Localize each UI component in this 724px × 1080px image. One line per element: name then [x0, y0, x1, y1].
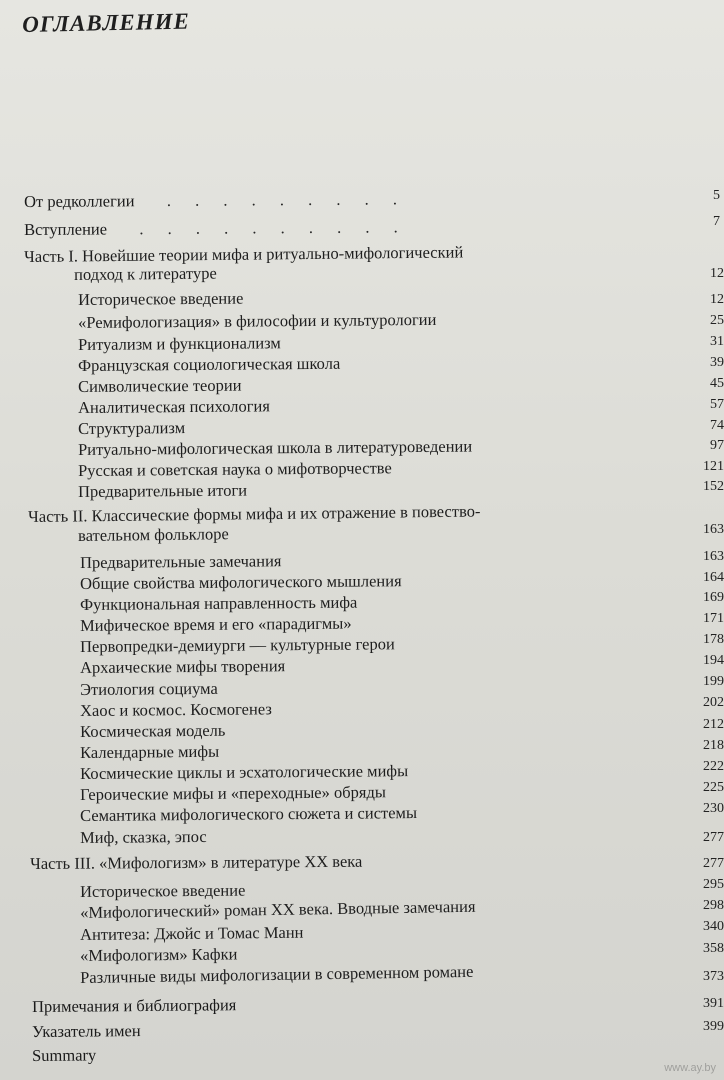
toc-entry: «Ремифологизация» в философии и культурологии — [78, 309, 437, 332]
toc-page-number: 225 — [703, 780, 724, 795]
part-title: Часть III. «Мифологизм» в литературе XX века — [30, 851, 363, 873]
toc-entry-back: Примечания и библиография — [32, 995, 237, 1016]
toc-page-number: 12 — [710, 292, 724, 307]
toc-entry-back: Указатель имен — [32, 1021, 141, 1041]
part-title: Часть II. Классические формы мифа и их отражение в повество- — [28, 501, 481, 526]
toc-page-number: 152 — [703, 479, 724, 494]
toc-entry: Различные виды мифологизации в современном романе — [80, 961, 474, 987]
toc-entry: Ритуально-мифологическая школа в литературоведении — [78, 436, 473, 459]
toc-page-number: 212 — [703, 717, 724, 732]
toc-page-number: 12 — [710, 266, 724, 281]
toc-entry: Историческое введение — [78, 288, 244, 309]
toc-page-number: 340 — [703, 919, 724, 934]
toc-page-number: 45 — [710, 376, 724, 391]
toc-entry-label: От редколлегии — [24, 191, 135, 211]
toc-page-number: 163 — [703, 549, 724, 564]
toc-page-number: 222 — [703, 759, 724, 774]
toc-entry-front-2: Вступление . . . . . . . . . . — [24, 217, 408, 239]
toc-entry: Русская и советская наука о мифотворчестве — [78, 458, 392, 480]
toc-page-number: 5 — [713, 188, 720, 203]
toc-entry: Предварительные итоги — [78, 480, 248, 501]
toc-page-number: 391 — [703, 996, 724, 1011]
watermark: www.ay.by — [664, 1062, 716, 1074]
toc-entry-label: Вступление — [24, 219, 108, 239]
toc-page-number: 230 — [703, 801, 724, 816]
toc-entry: Функциональная направленность мифа — [80, 592, 358, 614]
toc-page-number: 298 — [703, 898, 724, 913]
page-heading: ОГЛАВЛЕНИЕ — [22, 8, 191, 37]
toc-entry: Мифическое время и его «парадигмы» — [80, 613, 352, 635]
toc-entry: «Мифологизм» Кафки — [80, 944, 238, 965]
toc-page-number: 399 — [703, 1019, 724, 1034]
toc-page-number: 295 — [703, 877, 724, 892]
toc-entry: Историческое введение — [80, 880, 246, 901]
toc-page-number: 164 — [703, 570, 724, 585]
toc-page-number: 7 — [713, 214, 720, 229]
toc-page-number: 25 — [710, 313, 724, 328]
toc-page-number: 97 — [710, 438, 724, 453]
toc-entry: «Мифологический» роман XX века. Вводные замечания — [80, 896, 476, 922]
toc-entry-front-1: От редколлегии . . . . . . . . . — [24, 189, 408, 211]
toc-page-number: 169 — [703, 590, 724, 605]
toc-page-number: 39 — [710, 355, 724, 370]
toc-page-number: 199 — [703, 674, 724, 689]
toc-page-number: 178 — [703, 632, 724, 647]
toc-page-number: 194 — [703, 653, 724, 668]
toc-entry: Первопредки-демиурги — культурные герои — [80, 634, 395, 656]
toc-page-number: 277 — [703, 830, 724, 845]
toc-entry: Космическая модель — [80, 720, 226, 741]
toc-page-number: 373 — [703, 969, 724, 984]
toc-page-number: 121 — [703, 459, 724, 474]
toc-entry: Календарные мифы — [80, 741, 220, 762]
toc-page-number: 74 — [710, 418, 724, 433]
toc-entry: Ритуализм и функционализм — [78, 333, 281, 354]
toc-page-number: 31 — [710, 334, 724, 349]
toc-page-number: 358 — [703, 941, 724, 956]
part-title-continued: подход к литературе — [74, 263, 217, 284]
toc-entry: Символические теории — [78, 375, 242, 396]
toc-page-number: 57 — [710, 397, 724, 412]
toc-entry-back: Summary — [32, 1045, 97, 1065]
toc-entry: Архаические мифы творения — [80, 656, 286, 677]
toc-entry: Предварительные замечания — [80, 551, 282, 572]
toc-entry: Антитеза: Джойс и Томас Манн — [80, 922, 304, 944]
toc-entry: Французская социологическая школа — [78, 353, 341, 375]
toc-page-number: 171 — [703, 611, 724, 626]
toc-entry: Структурализм — [78, 418, 186, 438]
toc-entry: Семантика мифологического сюжета и системы — [80, 803, 418, 825]
toc-entry: Аналитическая психология — [78, 396, 270, 417]
toc-entry: Миф, сказка, эпос — [80, 826, 207, 847]
toc-page-number: 163 — [703, 522, 724, 537]
toc-entry: Этиология социума — [80, 678, 218, 699]
toc-page-number: 202 — [703, 695, 724, 710]
toc-entry: Общие свойства мифологического мышления — [80, 571, 402, 593]
toc-entry: Космические циклы и эсхатологические мифы — [80, 761, 409, 783]
toc-page-number: 218 — [703, 738, 724, 753]
toc-entry: Хаос и космос. Космогенез — [80, 699, 272, 720]
toc-entry: Героические мифы и «переходные» обряды — [80, 782, 387, 804]
toc-page-number: 277 — [703, 856, 724, 871]
part-title-continued: вательном фольклоре — [78, 524, 229, 545]
part-title: Часть I. Новейшие теории мифа и ритуально-мифологический — [24, 242, 464, 266]
